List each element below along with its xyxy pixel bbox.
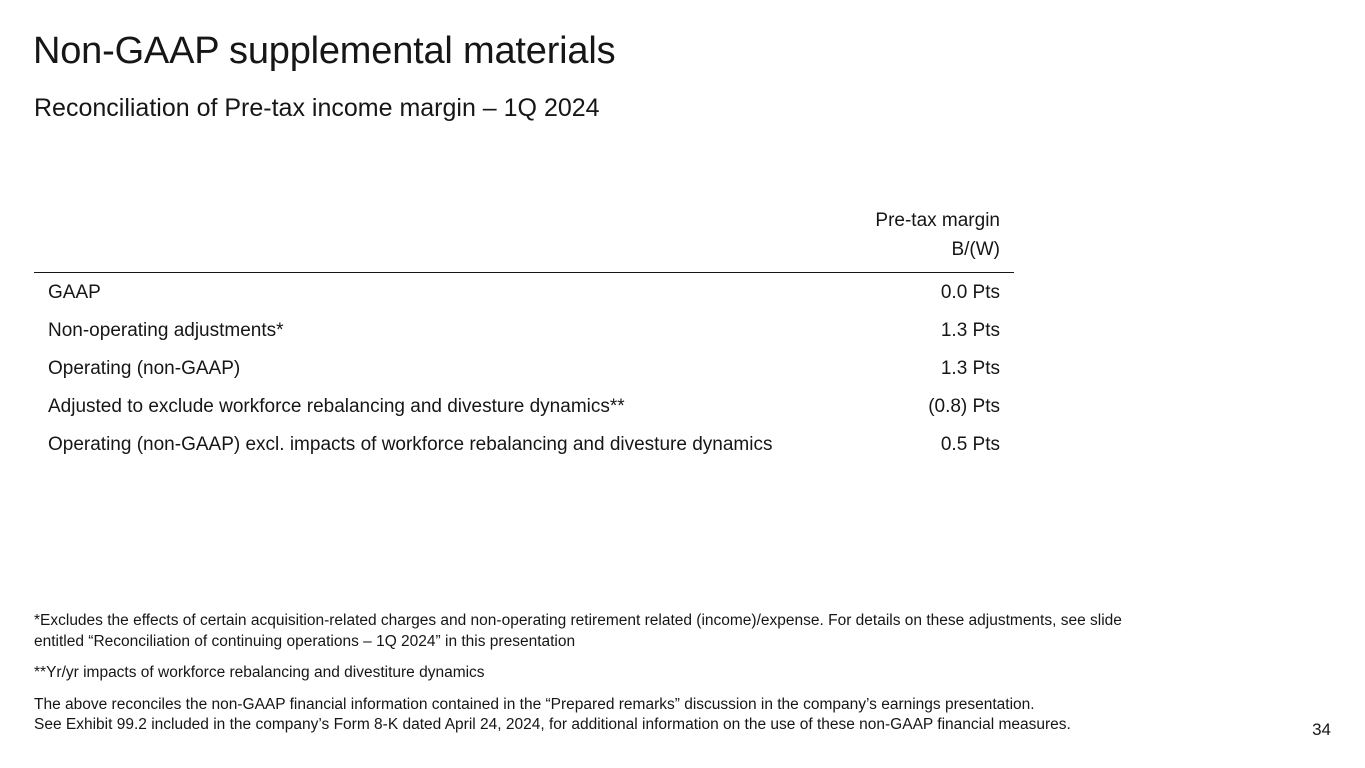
page-subtitle: Reconciliation of Pre-tax income margin – 1Q 2024 <box>34 94 600 122</box>
row-label: Non-operating adjustments* <box>48 320 284 341</box>
row-label: Operating (non-GAAP) <box>48 358 241 379</box>
row-value: 0.0 Pts <box>940 282 1000 303</box>
row-value: 1.3 Pts <box>940 320 1000 341</box>
row-label: Adjusted to exclude workforce rebalancing and divesture dynamics** <box>48 396 625 417</box>
footnote-line: entitled “Reconciliation of continuing operations – 1Q 2024” in this presentation <box>34 632 576 650</box>
row-value: 0.5 Pts <box>940 434 1000 455</box>
table-row-workforce-adjustment <box>34 388 1014 426</box>
footnotes <box>34 611 1274 747</box>
table-row-operating-non-gaap <box>34 350 1014 388</box>
page-number: 34 <box>1312 720 1331 739</box>
footnote-workforce-rebalancing <box>34 663 1274 684</box>
reconciliation-table <box>34 206 1014 464</box>
page-title: Non-GAAP supplemental materials <box>33 30 616 72</box>
table-header <box>34 206 1014 273</box>
column-header-line-1: Pre-tax margin <box>875 210 1000 231</box>
footnote-line: *Excludes the effects of certain acquisition-related charges and non-operating retirement related (income)/expense. For details on these adjustments, see slide <box>34 612 1122 629</box>
footnote-acquisition-charges <box>34 611 1274 652</box>
row-value: 1.3 Pts <box>940 358 1000 379</box>
column-header-line-2: B/(W) <box>951 239 1000 260</box>
column-header-pretax-margin <box>875 206 1000 264</box>
table-row-gaap <box>34 274 1014 312</box>
table-body <box>34 273 1014 464</box>
footnote-line: The above reconciles the non-GAAP financial information contained in the “Prepared remarks” discussion in the company’s earnings presentation. <box>34 695 1035 713</box>
row-label: Operating (non-GAAP) excl. impacts of workforce rebalancing and divesture dynamics <box>48 434 773 455</box>
row-value: (0.8) Pts <box>928 396 1000 417</box>
footnote-line: See Exhibit 99.2 included in the company’s Form 8-K dated April 24, 2024, for additional information on the use of these non-GAAP financial measures. <box>34 716 1071 733</box>
row-label: GAAP <box>48 282 101 303</box>
table-row-operating-excl-impacts <box>34 426 1014 464</box>
footnote-line: **Yr/yr impacts of workforce rebalancing and divestiture dynamics <box>34 664 485 681</box>
footnote-reconciliation-disclaimer <box>34 695 1274 736</box>
table-row-non-operating-adjustments <box>34 312 1014 350</box>
